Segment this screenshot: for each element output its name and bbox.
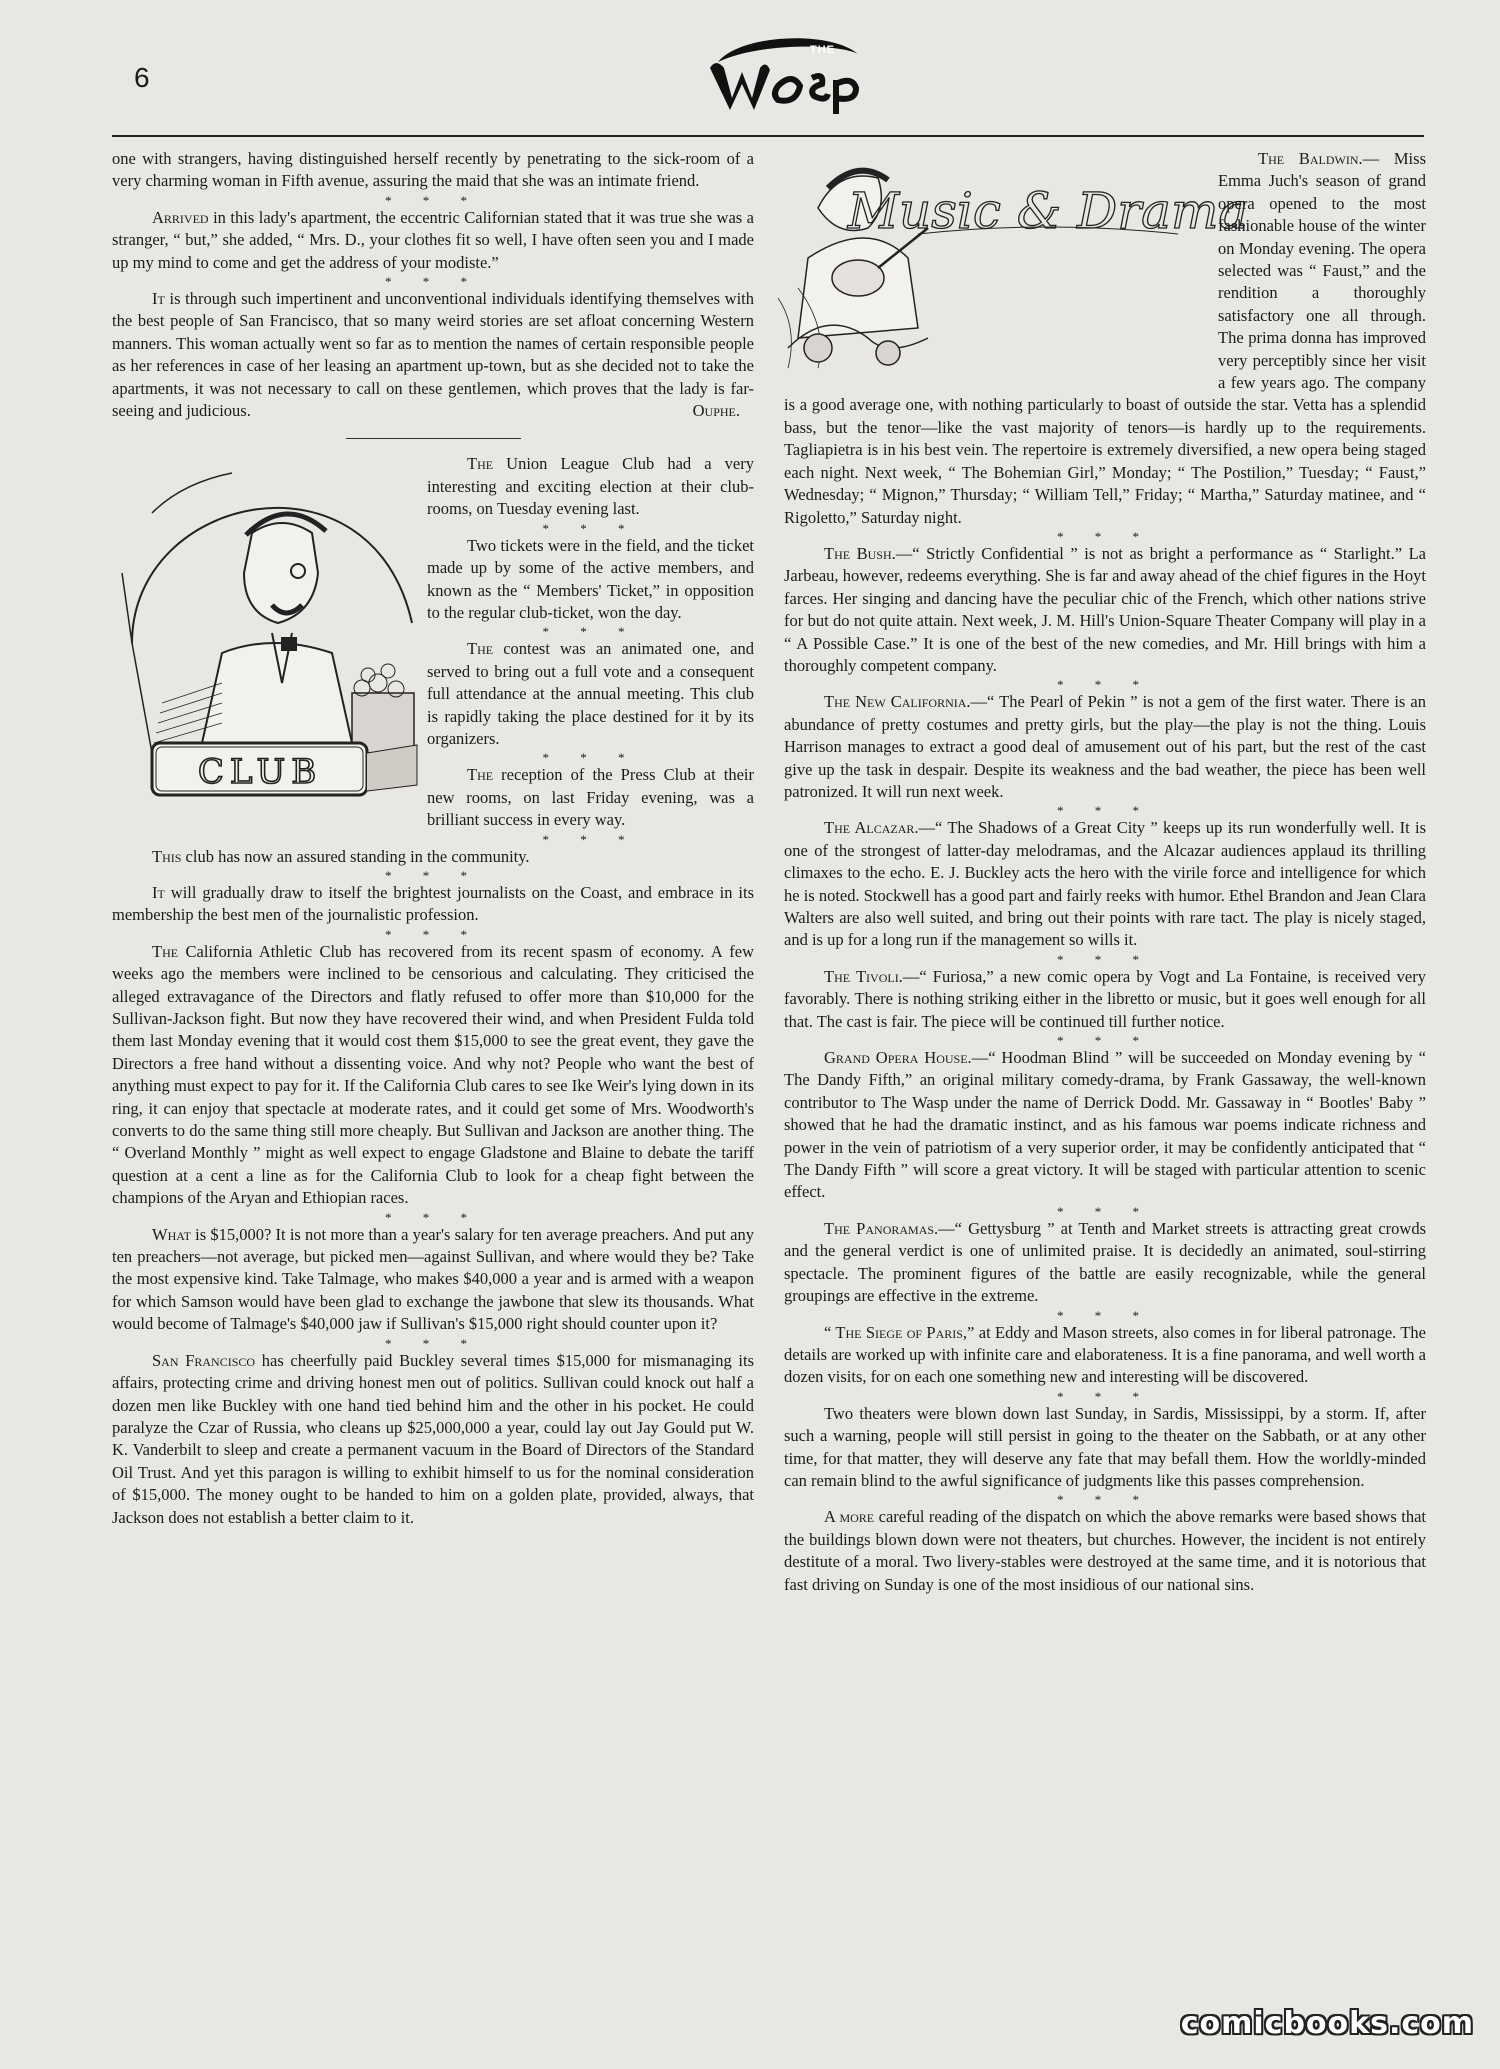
separator-stars: * * * — [542, 520, 639, 536]
separator-stars: * * * — [542, 750, 639, 766]
right-paragraph: The Bush.—“ Strictly Confidential ” is not as bright a performance as “ Starlight.” La Jarbeau, however, redeems everything. She is far and away ahead of the chief figures in the Hoyt farces. Her singing and dancing have the peculiar chic of the French, which other nations strive for but do not quite attain. Next week, J. M. Hill's Union-Square Theater Company will play in a “ A Possible Case.” It is one of the best of the new comedies, and Mr. Hill brings with him a thoroughly competent company. — [784, 543, 1426, 675]
separator-stars: * * * — [1057, 677, 1153, 693]
left-paragraph: Arrived in this lady's apartment, the eccentric Californian stated that it was true she was a stranger, “ but,” she added, “ Mrs. D., your clothes fit so well, I have often seen you and I made up my mind to come and get the address of your modiste.” — [112, 207, 754, 272]
page-number: 6 — [134, 62, 150, 93]
left-paragraph: It is through such impertinent and unconventional individuals identifying themselves with the best people of San Francisco, that so many weird stories are set afloat concerning Western manners. This woman actually went so far as to mention the names of certain responsible people as her references in case of her leasing an apartment up-town, but as she decided not to take the apartments, it was not necessary to call on these gentlemen, which proves that the lady is far-seeing and judicious. Ouphe. — [112, 288, 754, 422]
left-column — [112, 148, 754, 1529]
section-title: Music & Drama — [847, 182, 1249, 240]
separator-stars: * * * — [542, 624, 639, 640]
separator-stars: * * * — [1057, 1203, 1153, 1219]
right-paragraph: The New California.—“ The Pearl of Pekin ” is not a gem of the first water. There is an abundance of pretty costumes and pretty girls, but the play—the play is not the thing. Louis Harrison manages to extract a good deal of amusement out of his part, but the rest of the cast give up the task in despair. Despite its weakness and the bad weather, the piece has been well patronized. It will run next week. — [784, 692, 1426, 801]
left-paragraph: What is $15,000? It is not more than a year's salary for ten average preachers. And put any ten preachers—not average, but picked men—against Sullivan, and where would they be? Take the most expensive kind. Take Talmage, who makes $40,000 a year and is armed with a weapon for which Samson would have been glad to exchange the jawbone that slew its thousands. What would become of Talmage's $40,000 jaw if Sullivan's $15,000 right should counter upon it? — [112, 1224, 754, 1334]
separator-stars: * * * — [1057, 951, 1153, 967]
separator-stars: * * * — [542, 831, 639, 847]
club-label: CLUB — [197, 752, 323, 793]
left-paragraph: This club has now an assured standing in the community. — [152, 846, 530, 866]
separator-stars: * * * — [1057, 1388, 1153, 1404]
separator-stars: * * * — [1057, 1492, 1153, 1508]
header-rule — [112, 135, 1424, 137]
music-drama-illustration — [778, 148, 1249, 373]
article-divider — [346, 438, 521, 439]
masthead-the: THE — [810, 44, 835, 56]
right-paragraph: Two theaters were blown down last Sunday, in Sardis, Mississippi, by a storm. If, after such a warning, people will still persist in going to the theater on the Sabbath, or at any other time, for that matter, they will deserve any fate that may befall them. How the worldly-minded can remain blind to the awful significance of judgments like this passes comprehension. — [784, 1403, 1426, 1490]
right-paragraph: The Panoramas.—“ Gettysburg ” at Tenth and Market streets is attracting great crowds and the general verdict is one of unlimited praise. It is decidedly an animated, soul-stirring spectacle. The prominent figures of the battle are easily recognizable, while the general groupings are effective in the extreme. — [784, 1218, 1426, 1306]
right-paragraph: Grand Opera House.—“ Hoodman Blind ” will be succeeded on Monday evening by “ The Dandy Fifth,” an original military comedy-drama, by Frank Gassaway, the well-known contributor to The Wasp under the name of Derrick Dodd. Mr. Gassaway in “ Bootles' Baby ” showed that he had the dramatic instinct, and as his famous war poems indicate richness and power in the vein of patriotism of a very superior order, it may be confidently anticipated that “ The Dandy Fifth ” will score a great victory. It will be staged with particular attention to scenic effect. — [784, 1048, 1426, 1202]
separator-stars: * * * — [1057, 803, 1153, 819]
right-paragraph: “ The Siege of Paris,” at Eddy and Mason streets, also comes in for liberal patronage. The details are worked up with infinite care and elaborateness. It is a fine panorama, and well worth a dozen visits, for on each one something new and interesting will be discovered. — [784, 1322, 1427, 1387]
left-paragraph: The Union League Club had a very interesting and exciting election at their club-rooms, on Tuesday evening last. — [427, 454, 754, 519]
separator-stars: * * * — [1057, 1033, 1153, 1049]
wasp-masthead-logo — [700, 28, 870, 118]
separator-stars: * * * — [385, 192, 481, 208]
separator-stars: * * * — [385, 274, 481, 290]
separator-stars: * * * — [385, 867, 481, 883]
left-paragraph: one with strangers, having distinguished herself recently by penetrating to the sick-room of a very charming woman in Fifth avenue, assuring the maid that she was an intimate friend. — [112, 149, 754, 191]
watermark: comicbooks.com — [1180, 2006, 1474, 2041]
right-paragraph: The Baldwin.— Miss Emma Juch's season of grand opera opened to the most fashionable house of the winter on Monday evening. The opera selected was “ Faust,” and the rendition a thoroughly satisfactory one all through. The prima donna has improved very perceptibly since her visit a few years ago. The company is a good average one, with nothing particularly to boast of outside the star. Vetta has a splendid bass, but the tenor—like the vast majority of tenors—is hardly up to the requirements. Tagliapietra is in his best vein. The repertoire is extremely diversified, a new opera being staged each night. Next week, “ The Bohemian Girl,” Monday; “ The Postilion,” Tuesday; “ Faust,” Wednesday; “ Mignon,” Thursday; “ William Tell,” Friday; “ Martha,” Saturday matinee, and “ Rigoletto,” Saturday night. — [784, 149, 1426, 527]
separator-stars: * * * — [385, 926, 481, 942]
right-paragraph: The Tivoli.—“ Furiosa,” a new comic opera by Vogt and La Fontaine, is received very favorably. There is nothing striking either in the libretto or music, but it goes well enough for all that. The cast is fair. The piece will be continued till further notice. — [784, 966, 1426, 1031]
separator-stars: * * * — [385, 1209, 481, 1225]
left-paragraph: The California Athletic Club has recovered from its recent spasm of economy. A few weeks ago the members were inclined to be censorious and calculating. They criticised the alleged extravagance of the Directors and flatly refused to offer more than $10,000 for the Sullivan-Jackson fight. But now they have recovered their wind, and when President Fulda told them last Monday evening that it would cost them $15,000 to see the great event, they gave the Directors a free hand without a dissenting voice. And why not? People who want the best of anything must expect to pay for it. If the California Club cares to see Ike Weir's lying down in its ring, it can enjoy that spectacle at moderate rates, and it could get some of Mrs. Woodworth's converts to do the same thing still more cheaply. But Sullivan and Jackson are another thing. The “ Overland Monthly ” might as well expect to engage Gladstone and Blaine to debate the tariff question at a cent a line as for the California Club to look for a cheap fight between the champions of the Aryan and Ethiopian races. — [112, 941, 754, 1208]
left-paragraph: San Francisco has cheerfully paid Buckley several times $15,000 for mismanaging its affairs, protecting crime and driving honest men out of politics. Sullivan could knock out half a dozen men like Buckley with one hand tied behind him and the other in his pocket. He could paralyze the Czar of Russia, who cleans up $25,000,000 a year, could lay out Jay Gould put W. K. Vanderbilt to sleep and create a permanent vacuum in the Board of Directors of the Standard Oil Trust. And yet this paragon is willing to exhibit himself to us for the nominal consideration of $15,000. The money ought to be handed to him on a golden plate, provided, always, that Jackson does not establish a better claim to it. — [112, 1350, 755, 1527]
signature: Ouphe. — [692, 401, 740, 421]
right-paragraph: A more careful reading of the dispatch on which the above remarks were based shows that the buildings blown down were not theaters, but churches. However, the incident is not entirely destitute of a moral. Two livery-stables were destroyed at the same time, and it is notorious that fast driving on Sunday is one of the most insidious of our national sins. — [784, 1507, 1426, 1594]
separator-stars: * * * — [1057, 1307, 1153, 1323]
right-paragraph: The Alcazar.—“ The Shadows of a Great City ” keeps up its run wonderfully well. It is one of the strongest of latter-day melodramas, and the Alcazar audiences applaud its thrilling climaxes to the echo. E. J. Buckley acts the hero with the virile force and intelligence for which he is noted. Stockwell has a good part and fairly reeks with humor. Ethel Brandon and Jean Clara Walters are also well suited, and bring out their points with rare tact. The play is nicely staged, and is up for a long run if the management so wills it. — [784, 818, 1426, 950]
left-paragraph: The reception of the Press Club at their new rooms, on last Friday evening, was a brilliant success in every way. — [427, 765, 754, 830]
left-paragraph: The contest was an animated one, and served to bring out a full vote and a consequent full attendance at the annual meeting. This club is rapidly taking the place destined for it by its organizers. — [427, 639, 754, 748]
right-column — [784, 148, 1426, 1596]
left-paragraph: Two tickets were in the field, and the ticket made up by some of the active members, and known as the “ Members' Ticket,” in opposition to the regular club-ticket, won the day. — [427, 535, 754, 622]
left-paragraph: It will gradually draw to itself the brightest journalists on the Coast, and embrace in its membership the best men of the journalistic profession. — [112, 882, 754, 925]
club-illustration — [112, 453, 417, 838]
separator-stars: * * * — [385, 1335, 481, 1351]
separator-stars: * * * — [1057, 528, 1153, 544]
